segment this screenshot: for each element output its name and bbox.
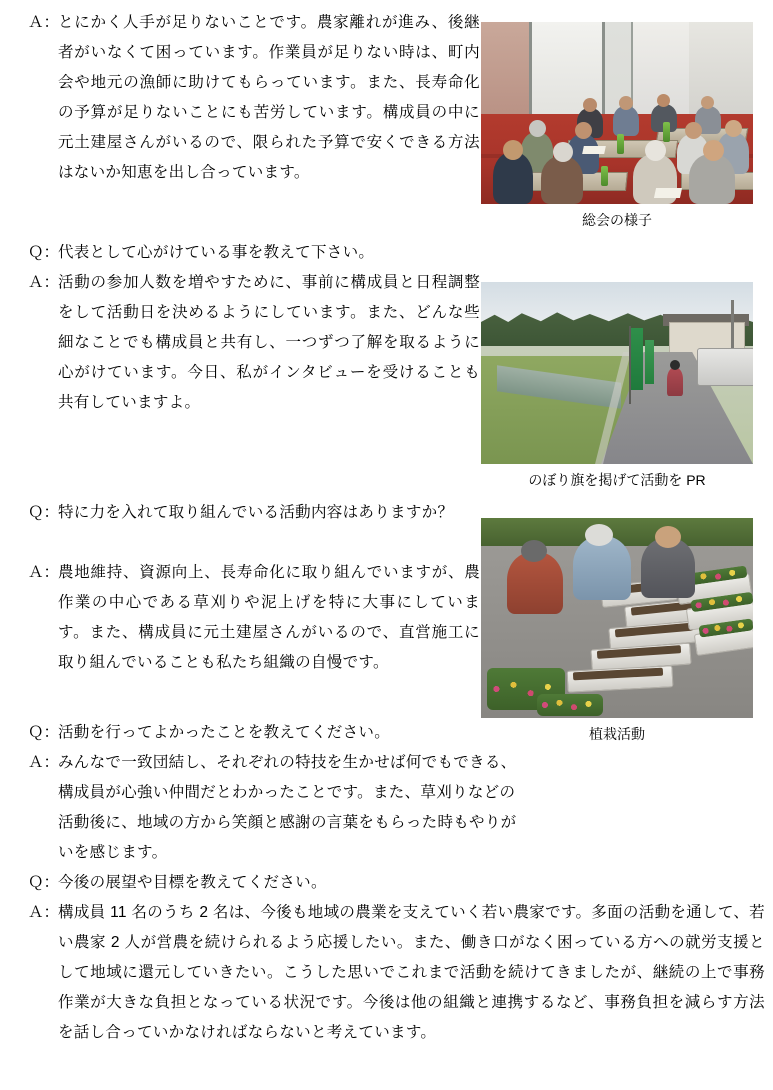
question-label-4: Ｑ： [28, 724, 60, 741]
answer-text-1: とにかく人手が足りないことです。農家離れが進み、後継者がいなくて困っています。作業員が足りない時は、町内会や地元の漁師に助けてもらっています。また、長寿命化の予算が足りないことにも苦労しています。構成員の中に元土建屋さんがいるので、限られた予算で安くできる方法はないか知恵を出し合っています。 [58, 14, 480, 181]
paper-2 [582, 146, 606, 154]
question-block-3 [28, 498, 480, 528]
banner-flag-1 [631, 328, 643, 390]
photo-planting-image [481, 518, 753, 718]
person-front-3-head [645, 140, 666, 161]
person-front-1-head [503, 140, 523, 160]
wall-right [689, 22, 753, 118]
utility-pole [731, 300, 734, 352]
person-back-2-head [619, 96, 633, 110]
truck [697, 348, 753, 386]
answer-block-4-line1 [28, 748, 528, 868]
person-back-3-head [657, 94, 670, 107]
person-back-4-head [701, 96, 714, 109]
bottle-3 [601, 166, 608, 186]
person-crouching [667, 368, 683, 396]
photo-meeting [481, 22, 753, 230]
worker-right-head [655, 526, 681, 548]
question-text-3: 特に力を入れて取り組んでいる活動内容はありますか？ [58, 504, 454, 521]
paper-1 [654, 188, 682, 198]
photo-banner [481, 282, 753, 490]
bottle-2 [663, 122, 670, 142]
question-label-3: Ｑ： [28, 504, 60, 521]
question-text-2: 代表として心がけている事を教えて下さい。 [58, 244, 375, 261]
question-label-5: Ｑ： [28, 874, 60, 891]
worker-left-head [521, 540, 547, 562]
wall-left [481, 22, 529, 120]
question-block-2 [28, 238, 480, 268]
photo-planting [481, 518, 753, 744]
bottle-1 [617, 134, 624, 154]
answer-block-5 [28, 898, 765, 1048]
answer-text-4: みんなで一致団結し、それぞれの特技を生かせば何でもできる、構成員が心強い仲間だとわかったことです。また、草刈りなどの活動後に、地域の方から笑顔と感謝の言葉をもらった時もやりがいを感じます。 [58, 754, 517, 861]
question-label-2: Ｑ： [28, 244, 60, 261]
question-block-5 [28, 868, 765, 898]
person-front-4 [689, 154, 735, 204]
person-back-2 [613, 106, 639, 136]
photo-meeting-caption: 総会の様子 [582, 212, 652, 228]
worker-middle-head [585, 524, 613, 546]
question-text-5: 今後の展望や目標を教えてください。 [58, 874, 327, 891]
question-text-4: 活動を行ってよかったことを教えてください。 [58, 724, 391, 741]
person-mid-2-head [575, 122, 592, 139]
answer-label-1: Ａ： [28, 14, 60, 31]
answer-block-1 [28, 8, 480, 188]
photo-planting-caption: 植栽活動 [589, 726, 645, 742]
photo-banner-image [481, 282, 753, 464]
answer-text-2: 活動の参加人数を増やすために、事前に構成員と日程調整をして活動日を決めるようにしています。また、どんな些細なことでも構成員と共有し、一つずつ了解を取るように心がけています。今日、私がインタビューを受けることも共有していますよ。 [58, 274, 480, 411]
answer-label-3: Ａ： [28, 564, 60, 581]
answer-text-3: 農地維持、資源向上、長寿命化に取り組んでいますが、農作業の中心である草刈りや泥上げを特に大事にしています。また、構成員に元土建屋さんがいるので、直営施工に取り組んでいることも私たち組織の自慢です。 [58, 564, 480, 671]
person-mid-3-head [685, 122, 702, 139]
answer-label-2: Ａ： [28, 274, 60, 291]
flowerbed-corner [537, 694, 603, 716]
answer-label-5: Ａ： [28, 904, 60, 921]
answer-text-5: 構成員 11 名のうち 2 名は、今後も地域の農業を支えていく若い農家です。多面の活動を通して、若い農家 2 人が営農を続けられるよう応援したい。また、働き口がなく困っている方への就労支援として地域に還元していきたい。こうした思いでこれまで活動を続けてきましたが、継続の上で事務作業が大きな負担となっている状況です。今後は他の組織と連携するなど、事務負担を減らす方法を話し合っていかなければならないと考えています。 [58, 904, 765, 1041]
person-back-1-head [583, 98, 597, 112]
answer-block-2 [28, 268, 480, 418]
banner-flag-2 [645, 340, 654, 384]
person-mid-1-head [529, 120, 546, 137]
photo-banner-caption: のぼり旗を掲げて活動を PR [528, 472, 706, 488]
person-front-4-head [703, 140, 724, 161]
answer-block-3 [28, 558, 480, 678]
photo-meeting-image [481, 22, 753, 204]
person-front-2-head [553, 142, 573, 162]
answer-label-4: Ａ： [28, 754, 60, 771]
person-mid-4-head [725, 120, 742, 137]
person-front-2 [541, 156, 583, 204]
